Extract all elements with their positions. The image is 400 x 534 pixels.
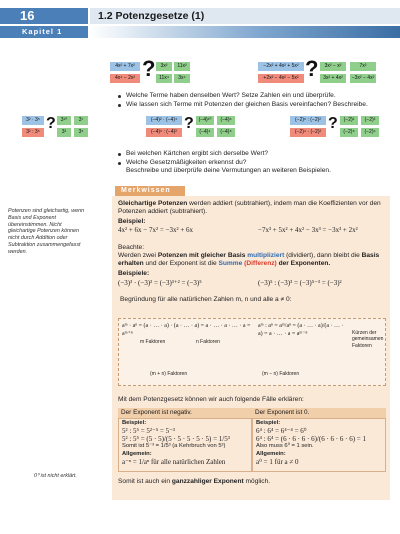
card: (−4)⁶ xyxy=(217,116,235,125)
rule-addition: Gleichartige Potenzen werden addiert (subtrahiert), indem man die Koeffizienten vor den Potenzen addiert (subtrahiert). xyxy=(118,200,381,216)
card: (−4)⁴ xyxy=(196,128,214,137)
card: 3x² xyxy=(156,62,172,71)
cancel-note: Kürzen der gemeinsamen Faktoren xyxy=(352,330,384,349)
card: (−2)⁴ · (−2)² xyxy=(290,128,326,137)
card: (−2)⁶ xyxy=(361,128,379,137)
side-note-zero: 0⁰ ist nicht erklärt. xyxy=(34,473,77,479)
cell-line: 5² : 5⁵ = 5²⁻⁵ = 5⁻³ xyxy=(122,426,175,435)
cell-line: Also muss 6⁰ = 1 sein. xyxy=(256,443,314,450)
label-n-factors: n Faktoren xyxy=(196,339,220,345)
card: 3x² − x² xyxy=(320,62,346,71)
proof-multiplication: aᵐ · aⁿ = (a · … · a) · (a · … · a) = a · … · a · … · a = aᵐ⁺ⁿ xyxy=(122,323,251,338)
side-note: Potenzen sind gleichartig, wenn Basis und Exponent übereinstimmen. Nicht gleichartige Potenzen können nicht durch Addition oder Subtraktion zusammengefasst werden. xyxy=(8,208,85,255)
card: 3x⁴ xyxy=(174,74,190,83)
section-title: 1.2 Potenzgesetze (1) xyxy=(90,8,400,24)
questions-2 xyxy=(118,150,396,176)
chapter-label: Kapitel 1 xyxy=(0,26,88,38)
rule-multiplication: Werden zwei Potenzen mit gleicher Basis multipliziert (dividiert), dann bleibt die Basis erhalten und der Exponent ist die Summe (Differenz) der Exponenten. xyxy=(118,252,380,268)
cell-line: Somit ist 5⁻³ = 1/5³ (a Kehrbruch von 5³) xyxy=(122,443,226,450)
closing-sentence: Somit ist auch ein ganzzahliger Exponent möglich. xyxy=(118,478,271,485)
card: 3⁷ xyxy=(74,116,88,125)
card: −3x² − 4x² xyxy=(351,75,375,81)
cell-line: 5² : 5⁵ = (5 · 5)/(5 · 5 · 5 · 5 · 5) = 1/5³ xyxy=(122,434,230,443)
card: +2x² − 4x² − 5x² xyxy=(258,74,304,83)
cell-line: a⁰ = 1 für a ≠ 0 xyxy=(256,457,299,466)
question-mark: ? xyxy=(46,115,56,132)
table-header-negative: Der Exponent ist negativ. xyxy=(118,408,252,418)
questions-1 xyxy=(118,92,396,109)
question-item: Bei welchen Kärtchen ergibt sich derselbe Wert? xyxy=(118,150,396,159)
card: 3¹⁰ xyxy=(57,116,71,125)
card: (−2)⁶ : (−2)² xyxy=(290,116,326,125)
example-2: −7x³ + 5x² + 4x² − 3x³ = −3x³ + 2x² xyxy=(258,226,358,234)
question-item: Welche Terme haben denselben Wert? Setze Zahlen ein und überprüfe. xyxy=(118,92,396,101)
question-item: Welche Gesetzmäßigkeiten erkennst du? xyxy=(118,159,396,168)
question-mark: ? xyxy=(184,115,194,132)
beachte-label: Beachte: xyxy=(118,244,145,251)
proof-intro: Begründung für alle natürlichen Zahlen m, n und alle a ≠ 0: xyxy=(120,296,292,303)
card: 7x² xyxy=(350,62,376,71)
card: −2x² + 4x² + 5x² xyxy=(258,62,304,71)
cell-line: Allgemein: xyxy=(256,451,286,458)
card: 4x² + 7x² xyxy=(110,62,140,71)
label-mn-factors: (m + n) Faktoren xyxy=(150,371,188,377)
card: 3² · 3⁵ xyxy=(22,116,44,125)
cell-line: Beispiel: xyxy=(122,420,147,426)
example-1: 4x² + 6x − 7x² = −3x² + 6x xyxy=(118,226,194,234)
card: (−2)² xyxy=(340,116,358,125)
examples-label: Beispiele: xyxy=(118,270,150,277)
page-header xyxy=(0,0,400,38)
table-intro: Mit dem Potenzgesetz können wir auch folgende Fälle erklären: xyxy=(118,396,304,403)
cell-line: Beispiel: xyxy=(256,420,281,426)
table-header-zero: Der Exponent ist 0. xyxy=(252,408,386,418)
header-gradient-strip xyxy=(90,26,400,38)
page-number: 16 xyxy=(0,8,88,24)
cell-line: 6⁴ : 6⁴ = 6⁴⁻⁴ = 6⁰ xyxy=(256,426,307,435)
card: 3² : 3⁵ xyxy=(22,128,44,137)
example-3: (−3)³ · (−3)² = (−3)³⁺² = (−3)⁵ xyxy=(118,279,202,287)
cell-line: a⁻ⁿ = 1/aⁿ für alle natürlichen Zahlen xyxy=(122,457,226,466)
card: 11x⁴ xyxy=(156,74,172,83)
card: 3x² + 4x² xyxy=(320,74,346,83)
table-cell-negative xyxy=(118,418,252,472)
card: (−2)³ xyxy=(361,116,379,125)
card: 3⁵ xyxy=(74,128,88,137)
cell-line: 6⁴ : 6⁴ = (6 · 6 · 6 · 6)/(6 · 6 · 6 · 6) = 1 xyxy=(256,434,366,443)
question-mark: ? xyxy=(305,56,319,81)
card: 11x² xyxy=(174,62,190,71)
question-mark: ? xyxy=(328,115,338,132)
question-item: Wie lassen sich Terme mit Potenzen der gleichen Basis vereinfachen? Beschreibe. xyxy=(118,101,396,110)
example-4: (−3)⁵ : (−3)³ = (−3)⁵⁻³ = (−3)² xyxy=(258,279,342,287)
table-cell-zero xyxy=(252,418,386,472)
card: (−4)² · (−4)⁴ xyxy=(146,116,182,125)
card: (−4)⁸ xyxy=(217,128,235,137)
card: (−4)¹⁰ xyxy=(196,116,214,125)
question-mark: ? xyxy=(142,56,156,81)
card: 4x⁴ − 2x² xyxy=(110,74,140,83)
cell-line: Allgemein: xyxy=(122,451,152,458)
label-m-factors: m Faktoren xyxy=(140,339,166,345)
proof-division: aᵐ : aⁿ = aᵐ/aⁿ = (a · … · a)/(a · … · a) = a · … · a = aᵐ⁻ⁿ xyxy=(258,323,344,338)
merkwissen-tab: Merkwissen xyxy=(115,186,185,196)
card: 3³ xyxy=(57,128,71,137)
card: (−4)⁶ : (−4)² xyxy=(146,128,182,137)
card: (−2)⁸ xyxy=(340,128,358,137)
example-label: Beispiel: xyxy=(118,218,146,225)
question-item: Beschreibe und überprüfe deine Vermutungen an weiteren Beispielen. xyxy=(126,167,331,175)
label-m-minus-n-factors: (m − n) Faktoren xyxy=(262,371,300,377)
